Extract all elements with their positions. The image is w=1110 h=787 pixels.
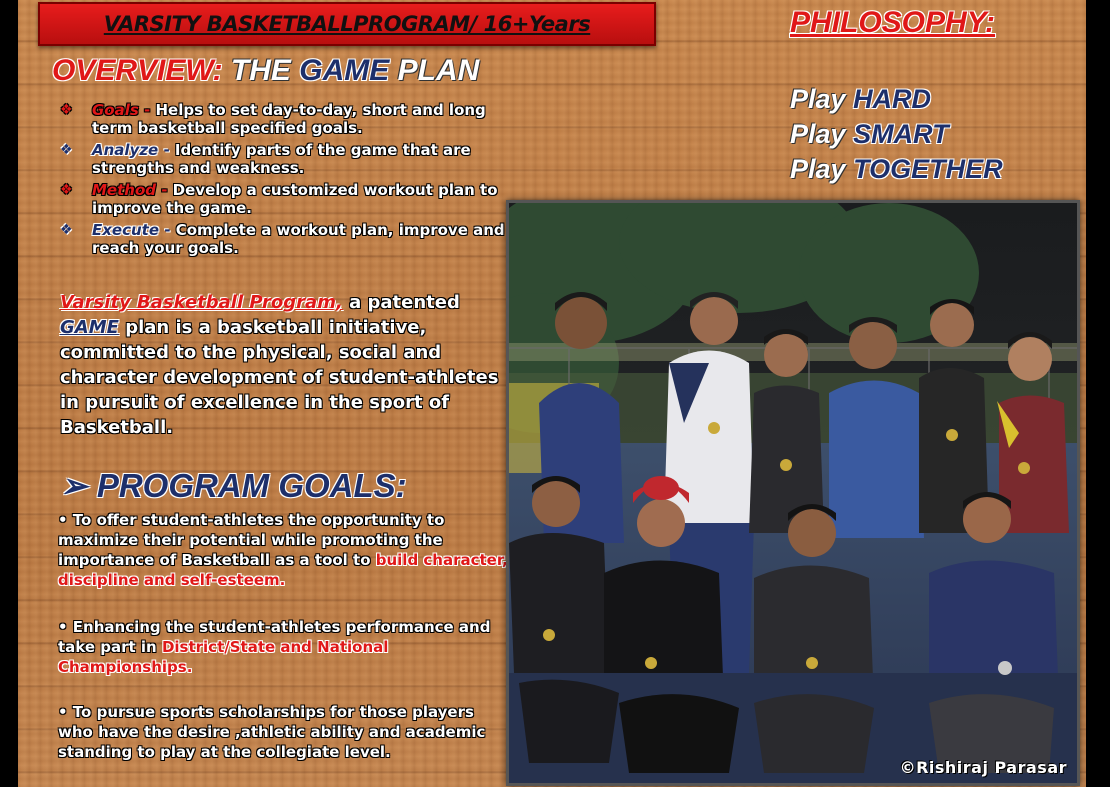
bullet-term: Analyze (92, 141, 159, 159)
team-photo (506, 200, 1080, 786)
philosophy-title: PHILOSOPHY: (790, 6, 996, 39)
philosophy-line (790, 117, 1003, 152)
overview-title (52, 54, 479, 88)
philosophy-word: HARD (853, 84, 932, 114)
program-banner (38, 2, 656, 46)
goal-text: • To offer student-athletes the opportunity to maximize their potential while promoting the importance of Basketball as a tool to (58, 511, 445, 569)
photo-credit: ©Rishiraj Parasar (899, 758, 1067, 777)
program-goal-2 (58, 617, 508, 677)
goal-text: • To pursue sports scholarships for those players who have the desire ,athletic ability and academic standing to play at the collegiate level. (58, 703, 486, 761)
intro-text-a: a patented (342, 292, 460, 313)
wood-background (18, 0, 1086, 787)
diamond-bullet-icon: ❖ (60, 102, 73, 118)
goal-highlight: build character, discipline and self-esteem. (58, 551, 508, 589)
bullet-separator: - (158, 141, 175, 159)
bullet-execute (60, 221, 515, 257)
bullet-term: Method (92, 181, 156, 199)
game-word: GAME (60, 317, 119, 338)
philosophy-lead: Play (790, 119, 846, 149)
program-intro (60, 290, 510, 440)
team-photo-illustration (509, 203, 1077, 783)
philosophy-lead: Play (790, 154, 846, 184)
bullet-text: Complete a workout plan, improve and reach your goals. (92, 221, 505, 257)
bullet-term: Goals (92, 101, 139, 119)
program-goal-3 (58, 702, 508, 762)
bullet-separator: - (159, 221, 176, 239)
bullet-method (60, 181, 515, 217)
goal-highlight: District/State and National Championships. (58, 638, 389, 676)
diamond-bullet-icon: ❖ (60, 142, 73, 158)
overview-title-part-1: OVERVIEW: (52, 54, 223, 87)
philosophy-lead: Play (790, 84, 846, 114)
program-goal-1 (58, 510, 508, 590)
philosophy-line (790, 82, 1003, 117)
overview-title-part-4: PLAN (397, 54, 480, 87)
bullet-goals (60, 101, 515, 137)
bullet-separator: - (156, 181, 173, 199)
banner-text: VARSITY BASKETBALLPROGRAM/ 16+Years (103, 12, 591, 36)
philosophy-word: TOGETHER (853, 154, 1003, 184)
diamond-bullet-icon: ❖ (60, 182, 73, 198)
bullet-separator: - (138, 101, 156, 119)
bullet-analyze (60, 141, 515, 177)
goal-text: • Enhancing the student-athletes performance and take part in (58, 618, 491, 656)
intro-text-rest: plan is a basketball initiative, committed to the physical, social and character development of student-athletes in pursuit of excellence in the sport of Basketball. (60, 317, 499, 438)
arrow-icon: ➢ (60, 467, 88, 504)
overview-title-part-3: GAME (299, 54, 390, 87)
program-goals-title (60, 466, 407, 505)
overview-bullets (60, 101, 515, 261)
overview-title-part-2: THE (230, 54, 291, 87)
bullet-term: Execute (92, 221, 160, 239)
bullet-text: Develop a customized workout plan to improve the game. (92, 181, 498, 217)
diamond-bullet-icon: ❖ (60, 222, 73, 238)
bullet-text: Identify parts of the game that are strengths and weakness. (92, 141, 471, 177)
program-goals-heading: PROGRAM GOALS: (96, 467, 407, 504)
philosophy-line (790, 152, 1003, 187)
philosophy-lines (790, 82, 1003, 187)
program-name: Varsity Basketball Program, (60, 292, 343, 313)
philosophy-word: SMART (853, 119, 949, 149)
bullet-text: Helps to set day-to-day, short and long term basketball specified goals. (92, 101, 486, 137)
